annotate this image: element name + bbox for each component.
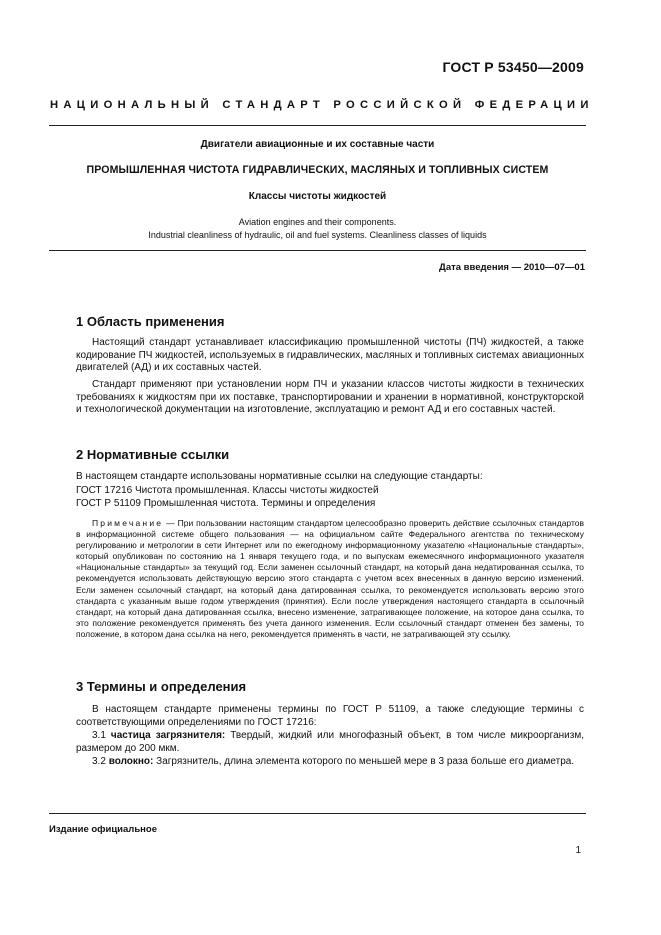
section-2-note bbox=[76, 518, 584, 640]
section-2-intro: В настоящем стандарте использованы нормативные ссылки на следующие стандарты: bbox=[76, 471, 483, 482]
official-edition-label: Издание официальное bbox=[49, 824, 157, 835]
title-english-line2: Industrial cleanliness of hydraulic, oil and fuel systems. Cleanliness classes of liquids bbox=[148, 230, 487, 240]
note-label: Примечание bbox=[92, 518, 164, 528]
section-3-heading: 3 Термины и определения bbox=[76, 679, 247, 694]
term-3-2-definition: Загрязнитель, длина элемента которого по меньшей мере в 3 раза больше его диаметра. bbox=[153, 756, 575, 767]
national-standard-heading: НАЦИОНАЛЬНЫЙ СТАНДАРТ РОССИЙСКОЙ ФЕДЕРАЦИИ bbox=[50, 99, 594, 111]
term-3-1 bbox=[76, 730, 584, 755]
title-main: ПРОМЫШЛЕННАЯ ЧИСТОТА ГИДРАВЛИЧЕСКИХ, МАСЛЯНЫХ И ТОПЛИВНЫХ СИСТЕМ bbox=[86, 164, 549, 176]
note-text: — При пользовании настоящим стандартом целесообразно проверить действие ссылочных стандартов в информационной системе общего пользования — на официальном сайте Федерального агентства по техническому регулированию и метрологии в сети Интернет или по ежегодному информационному указателю «Национальные стандарты», который опубликован по состоянию на 1 января текущего года, и по выпускам ежемесячного информационного указателя «Национальные стандарты» за текущий год. Если заменен ссылочный стандарт, на который дана недатированная ссылка, то рекомендуется использовать действующую версию этого стандарта с учетом всех внесенных в данную версию изменений. Если заменен ссылочный стандарт, на который дана датированная ссылка, то рекомендуется использовать версию этого стандарта с указанным выше годом утверждения (принятия). Если после утверждения настоящего стандарта в ссылочный стандарт, на который дана датированная ссылка, внесено изменение, затрагивающее положение, на которое дана ссылка, то это положение рекомендуется применять без учета данного изменения. Если ссылочный стандарт отменен без замены, то положение, в котором дана ссылка на него, рекомендуется применять в части, не затрагивающей эту ссылку. bbox=[76, 518, 584, 639]
header-divider bbox=[49, 125, 586, 126]
term-3-2 bbox=[76, 756, 584, 769]
introduction-date: Дата введения — 2010—07—01 bbox=[439, 262, 585, 273]
term-3-2-name: волокно: bbox=[108, 756, 154, 767]
title-subtitle: Классы чистоты жидкостей bbox=[248, 191, 387, 202]
title-english bbox=[49, 216, 586, 242]
term-3-1-number: 3.1 bbox=[92, 730, 106, 741]
footer-divider bbox=[49, 813, 586, 814]
section-1-paragraph-1: Настоящий стандарт устанавливает классификацию промышленной чистоты (ПЧ) жидкостей, а также кодирование ПЧ жидкостей, используемых в гидравлических, масляных и топливных системах авиационных двигателей (АД) и их составных частей. bbox=[76, 337, 584, 374]
section-3-intro: В настоящем стандарте применены термины по ГОСТ Р 51109, а также следующие термины с соответствующими определениями по ГОСТ 17216: bbox=[76, 704, 584, 728]
term-3-1-name: частица загрязнителя: bbox=[110, 730, 226, 741]
term-3-1-definition: Твердый, жидкий или многофазный объект, в том числе микроорганизм, размером до 200 мкм. bbox=[76, 730, 584, 754]
document-number: ГОСТ Р 53450—2009 bbox=[442, 59, 584, 75]
page-number: 1 bbox=[575, 845, 581, 856]
title-category: Двигатели авиационные и их составные части bbox=[200, 139, 435, 150]
term-3-2-number: 3.2 bbox=[92, 756, 106, 767]
title-divider bbox=[49, 250, 586, 251]
title-english-line1: Aviation engines and their components. bbox=[238, 217, 397, 227]
reference-gost-r-51109: ГОСТ Р 51109 Промышленная чистота. Термины и определения bbox=[76, 498, 376, 509]
section-2-heading: 2 Нормативные ссылки bbox=[76, 447, 230, 462]
reference-gost-17216: ГОСТ 17216 Чистота промышленная. Классы чистоты жидкостей bbox=[76, 485, 379, 496]
section-1-paragraph-2: Стандарт применяют при установлении норм ПЧ и указании классов чистоты жидкости в технических требованиях к жидкостям при их поставке, транспортировании и хранении в нормативной, конструкторской и технологической документации на изготовление, эксплуатацию и ремонт АД и его составных частей. bbox=[76, 379, 584, 416]
section-1-heading: 1 Область применения bbox=[76, 314, 225, 329]
